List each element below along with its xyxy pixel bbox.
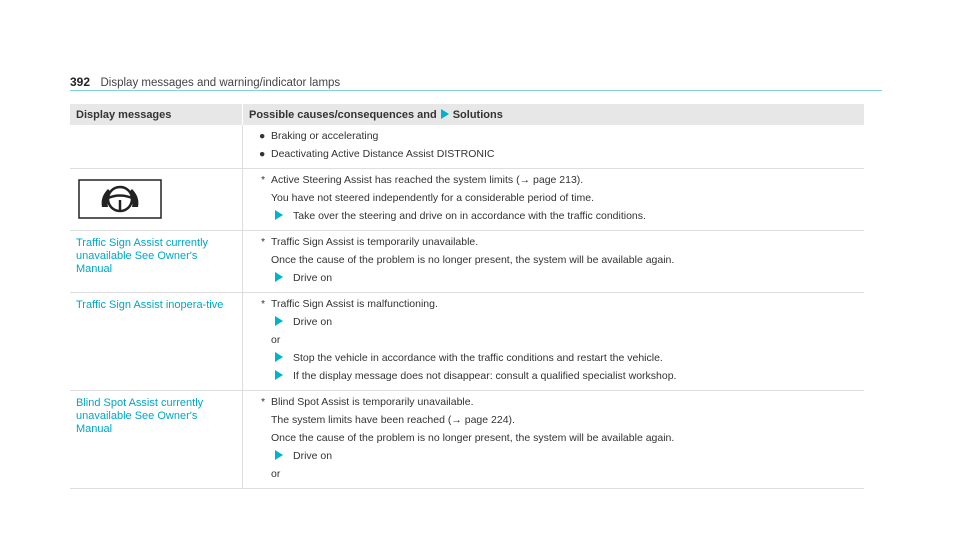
arrow-icon (275, 316, 283, 326)
column-header-solutions-label: Solutions (452, 108, 503, 121)
solution-cell (243, 169, 865, 231)
page-number: 392 (70, 75, 91, 89)
bullet-icon: ● (259, 130, 266, 142)
action-text: If the display message does not disappear: consult a qualified specialist workshop. (293, 370, 677, 382)
action-line (253, 369, 856, 383)
cause-line (253, 173, 856, 187)
message-cell (70, 293, 243, 391)
message-cell (70, 231, 243, 293)
table-header-row (70, 104, 864, 125)
table-row (70, 125, 864, 169)
action-text: Drive on (293, 316, 333, 328)
action-text: Drive on (293, 450, 333, 462)
or-text: or (271, 334, 281, 346)
message-cell (70, 169, 243, 231)
solution-cell (243, 231, 865, 293)
display-messages-table (70, 104, 864, 489)
bullet-icon: ● (259, 148, 266, 160)
solution-cell (243, 125, 865, 169)
list-item (253, 147, 856, 161)
cause-line (253, 395, 856, 409)
cause-line (253, 235, 856, 249)
action-text: Take over the steering and drive on in accordance with the traffic conditions. (293, 210, 646, 222)
cause-text: Blind Spot Assist is temporarily unavailable. (271, 396, 474, 408)
action-text: Drive on (293, 272, 333, 284)
action-line (253, 449, 856, 463)
table-row (70, 293, 864, 391)
note-text: Once the cause of the problem is no longer present, the system will be available again. (271, 254, 675, 266)
table-row (70, 169, 864, 231)
arrow-icon (275, 272, 283, 282)
note-text: Once the cause of the problem is no longer present, the system will be available again. (271, 432, 675, 444)
cause-line (253, 297, 856, 311)
page-title: Display messages and warning/indicator lamps (100, 77, 341, 89)
asterisk-marker: * (261, 174, 266, 186)
column-header-causes (243, 104, 865, 125)
action-line (253, 209, 856, 223)
action-line (253, 271, 856, 285)
or-text: or (271, 468, 281, 480)
column-header-messages: Display messages (70, 104, 243, 125)
page-header (70, 73, 882, 91)
cause-text: Traffic Sign Assist is malfunctioning. (271, 298, 438, 310)
display-message: Traffic Sign Assist currently unavailable See Owner's Manual (76, 237, 209, 275)
message-cell (70, 125, 243, 169)
note-text: You have not steered independently for a considerable period of time. (271, 192, 594, 204)
bullet-text: Deactivating Active Distance Assist DISTRONIC (271, 148, 495, 160)
action-line (253, 351, 856, 365)
solution-cell (243, 391, 865, 489)
arrow-icon (275, 352, 283, 362)
column-header-causes-label: Possible causes/consequences and (249, 108, 437, 121)
table-row (70, 391, 864, 489)
display-message: Blind Spot Assist currently unavailable See Owner's Manual (76, 397, 204, 435)
action-text: Stop the vehicle in accordance with the traffic conditions and restart the vehicle. (293, 352, 663, 364)
cause-text: Active Steering Assist has reached the system limits (→ page 213). (271, 174, 584, 186)
message-cell (70, 391, 243, 489)
bullet-text: Braking or accelerating (271, 130, 379, 142)
arrow-icon (275, 210, 283, 220)
cause-text: Traffic Sign Assist is temporarily unavailable. (271, 236, 479, 248)
table-row (70, 231, 864, 293)
list-item (253, 129, 856, 143)
steering-wheel-hands-icon (78, 179, 162, 219)
solution-cell (243, 293, 865, 391)
arrow-icon (441, 109, 449, 119)
asterisk-marker: * (261, 236, 266, 248)
asterisk-marker: * (261, 396, 266, 408)
action-line (253, 315, 856, 329)
arrow-icon (275, 450, 283, 460)
note-text: The system limits have been reached (→ page 224). (271, 414, 515, 426)
display-message: Traffic Sign Assist inopera-tive (76, 299, 224, 311)
asterisk-marker: * (261, 298, 266, 310)
arrow-icon (275, 370, 283, 380)
